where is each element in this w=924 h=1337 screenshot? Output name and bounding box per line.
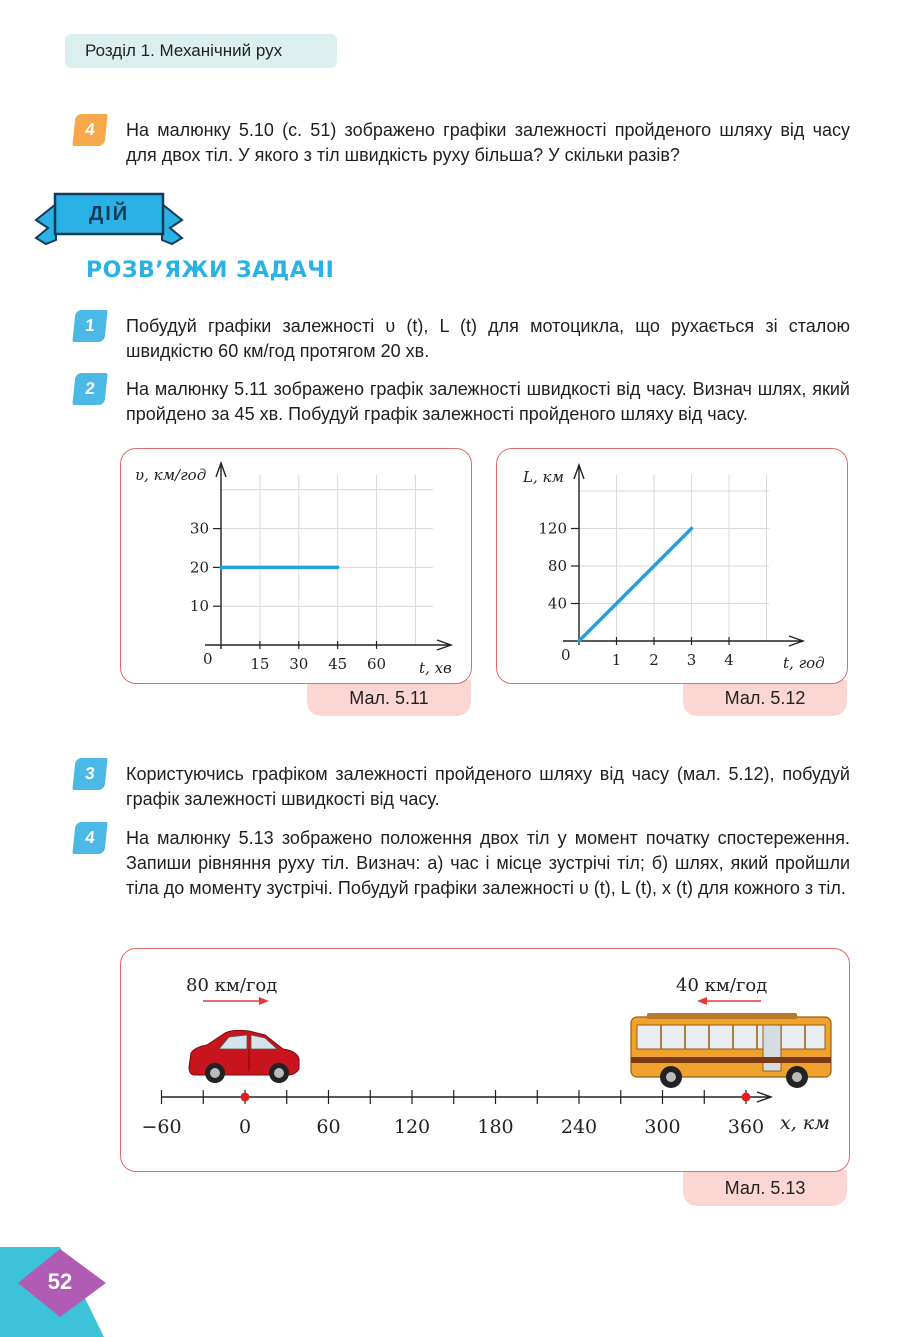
x-tick-label: 45 [328,655,348,673]
axis-tick-label: 0 [238,1116,252,1138]
origin-label: 0 [203,650,213,668]
y-tick-label: 40 [547,594,567,613]
distance-time-chart [497,449,849,685]
x-tick-label: 30 [289,655,309,673]
task-number-badge: 3 [72,758,107,790]
figure-caption: Мал. 5.13 [683,1170,847,1206]
axis-tick-label: 120 [393,1116,431,1138]
bus-speed-label: 40 км/год [676,975,768,996]
x-tick-label: 15 [250,655,270,673]
task-number-badge: 1 [72,310,107,342]
grid [579,475,769,641]
axis-tick-label: −60 [141,1116,182,1138]
origin-label: 0 [561,646,571,664]
grid [221,475,433,645]
position-point [241,1093,250,1102]
question-number-badge: 4 [72,114,107,146]
task-text: На малюнку 5.11 зображено графік залежності швидкості від часу. Визнач шлях, який пройдено за 45 хв. Побудуй графік залежності пройденого шляху від часу. [126,379,850,424]
y-tick-label: 80 [547,557,567,575]
y-axis-label: υ, км/год [135,466,207,484]
x-tick-label: 3 [686,651,697,669]
task-text: Користуючись графіком залежності пройденого шляху від часу (мал. 5.12), побудуй графік залежності швидкості від часу. [126,764,850,809]
question-text: На малюнку 5.10 (с. 51) зображено графіки залежності пройденого шляху від часу для двох тіл. У якого з тіл швидкість руху більша? У скільки разів? [126,120,850,165]
section-heading: РОЗВ’ЯЖИ ЗАДАЧІ [86,258,335,283]
task-number-badge: 4 [72,822,107,854]
x-tick-label: 60 [366,655,387,673]
bus-arrow-head [697,997,707,1005]
figure-box [120,948,850,1172]
y-axis-label: L, км [523,468,564,486]
axis-tick-label: 240 [560,1116,598,1138]
task-number-badge: 2 [72,373,107,405]
axis-tick-label: 180 [477,1116,514,1138]
figure-caption: Мал. 5.12 [683,680,847,716]
car-illustration [189,1030,299,1083]
car-arrow-head [259,997,269,1005]
data-line [579,529,692,642]
figure-caption: Мал. 5.11 [307,680,471,716]
axis-tick-label: 300 [644,1116,681,1138]
task-text: На малюнку 5.13 зображено положення двох тіл у момент початку спостереження. Запиши рівняння руху тіл. Визнач: а) час і місце зустрічі тіл; б) шлях, який пройшли тіла до моменту зустрічі. Побудуй графіки залежності υ (t), L (t), x (t) для кожного з тіл. [126,828,850,898]
y-tick-label: 120 [538,519,567,538]
x-tick-label: 4 [724,651,734,669]
y-tick-label: 30 [189,519,209,538]
car-speed-label: 80 км/год [186,975,278,996]
x-axis-label: t, хв [419,659,452,677]
y-tick-label: 20 [189,558,209,577]
axis-label: x, км [780,1112,830,1134]
number-line-figure [121,949,851,1173]
x-axis-label: t, год [783,654,825,672]
banner-label: ДІЙ [89,203,130,225]
figure-box [120,448,472,684]
chapter-tab: Розділ 1. Механічний рух [65,34,337,68]
y-tick-label: 10 [189,597,209,616]
figure-box [496,448,848,684]
task-text: Побудуй графіки залежності υ (t), L (t) для мотоцикла, що рухається зі сталою швидкістю 60 км/год протягом 20 хв. [126,316,850,361]
axis-tick-label: 60 [316,1116,341,1138]
position-point [742,1093,751,1102]
velocity-time-chart [121,449,473,685]
x-tick-label: 2 [649,651,659,669]
page-number: 52 [47,1269,73,1294]
axis-tick-label: 360 [727,1116,765,1138]
bus-illustration [631,1013,831,1088]
x-tick-label: 1 [611,651,622,669]
